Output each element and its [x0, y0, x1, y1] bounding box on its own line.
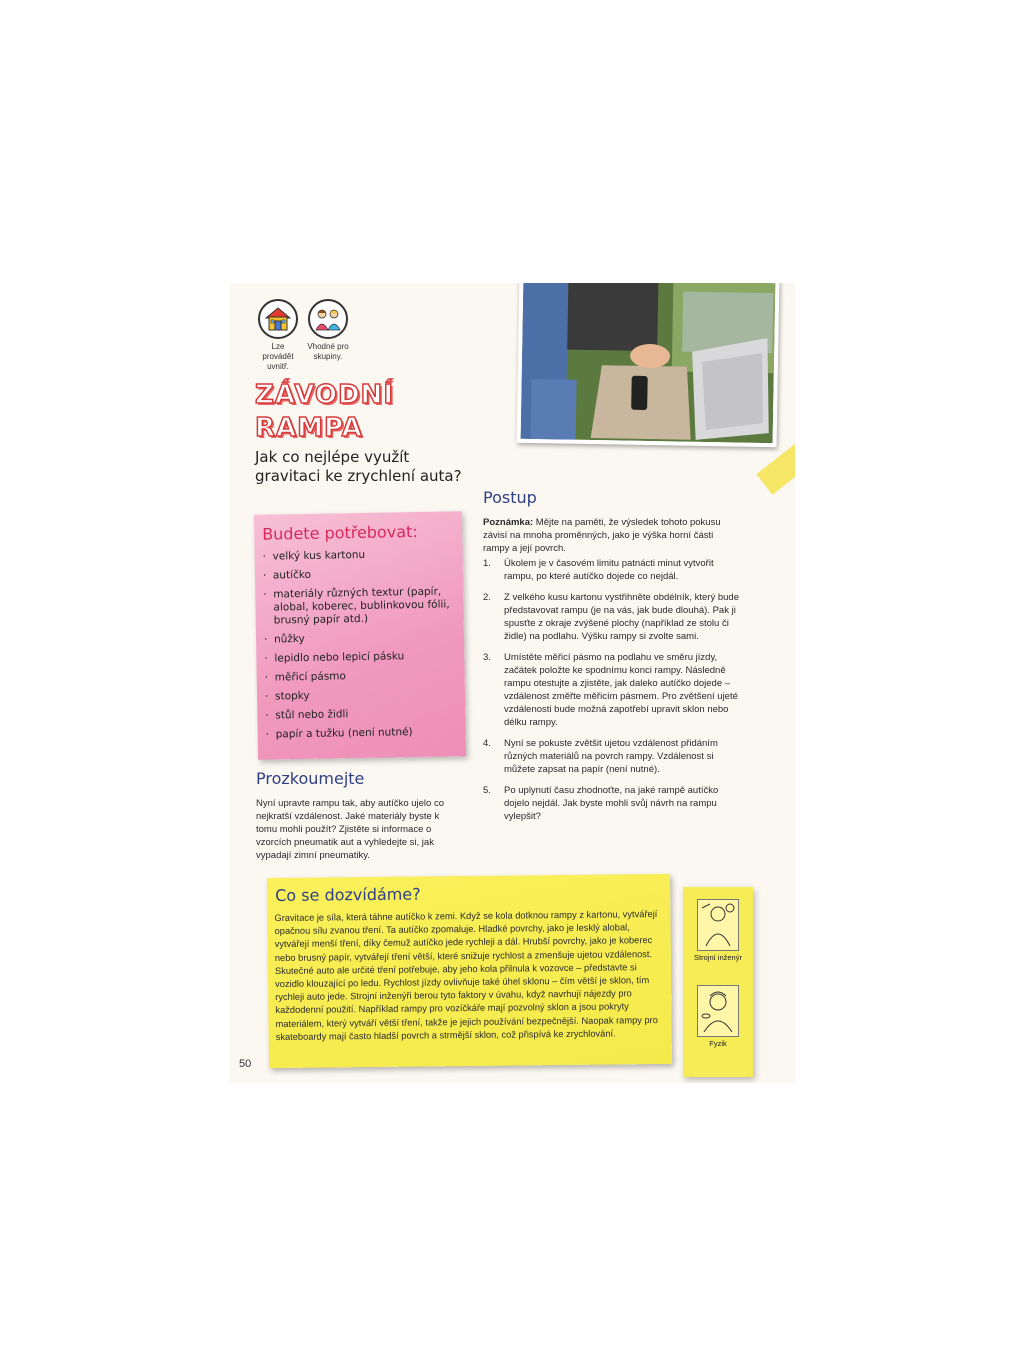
worksheet-page [230, 283, 795, 1083]
step-text: Nyní se pokuste zvětšit ujetou vzdálenost přidáním různých materiálů na povrch rampy. Vzdálenost si můžete zapsat na papír (není nutné). [504, 738, 718, 775]
experiment-photo [517, 283, 780, 447]
learning-text: Gravitace je síla, která táhne autíčko k zemi. Když se kola dotknou rampy z kartonu, vytvářejí opačnou sílu zvanou tření. Ta autíčko zpomaluje. Hladké povrchy, jako je lesklý alobal, vytvářejí menší tření, díky čemuž autíčko jede rychleji a dál. Hrubší povrchy, jako je koberec nebo brusný papír, vytvářejí tření větší, které snižuje rychlost a zmenšuje ujetou vzdálenost. Skutečné auto ale určité tření potřebuje, aby jeho kola přilnula k vozovce – představte si vozidlo klouzající po ledu. Rychlost jízdy ovlivňuje také úhel sklonu – čím větší je sklon, tím rychleji auto jede. Strojní inženýři berou tyto faktory v úvahu, když navrhují nájezdy pro každodenní použití. Například rampy pro vozíčkáře mají pozvolný sklon a jsou pokryty materiálem, který vytváří větší tření, takže je jejich používání bezpečnější. Naopak rampy pro skateboardy mají často hladší povrch a strmější sklon, což přispívá ke zrychlování. [274, 909, 658, 1042]
step-number: 4. [483, 738, 491, 749]
indoor-caption: Lze provádět uvnitř. [262, 342, 294, 371]
note-text: Mějte na paměti, že výsledek tohoto pokusu závisí na mnoha proměnných, jako je výška horní části rampy a její povrch. [483, 517, 721, 554]
step-text: Umístěte měřicí pásmo na podlahu ve směru jízdy, začátek položte ke spodnímu konci rampy. Následně rampu otestujte a zjistěte, jak daleko autíčko dojede – vzdálenost změřte měřicím pásmem. Pro zvětšení ujeté vzdálenosti bude možná zapotřebí upravit sklon nebo délku rampy. [504, 652, 738, 728]
materials-note [254, 511, 466, 760]
step-number: 2. [483, 592, 491, 603]
list-item: · lepidlo nebo lepicí pásku [264, 649, 454, 665]
step-text: Po uplynutí času zhodnoťte, na jaké rampě autíčko dojelo nejdál. Jak byste mohli svůj návrh na rampu vylepšit? [504, 785, 719, 822]
step-number: 1. [483, 558, 491, 569]
list-item: · stopky [265, 687, 455, 703]
engineer-label: Strojní inženýr [694, 953, 742, 962]
note-label: Poznámka: [483, 517, 534, 528]
list-item: · autíčko [263, 566, 453, 582]
step-number: 5. [483, 785, 491, 796]
step-number: 3. [483, 652, 491, 663]
list-item: · velký kus kartonu [263, 547, 453, 563]
group-badge [306, 299, 350, 362]
learning-note [267, 874, 672, 1068]
group-caption: Vhodné pro skupiny. [307, 342, 349, 361]
list-item: · nůžky [264, 630, 454, 646]
careers-sidebar [683, 887, 753, 1077]
list-item: · měřicí pásmo [265, 668, 455, 684]
house-icon [258, 299, 298, 339]
title-line-2: RAMPA [255, 413, 363, 443]
page-number: 50 [239, 1058, 252, 1070]
list-item: · papír a tužku (není nutné) [266, 725, 456, 741]
indoor-badge [256, 299, 300, 372]
explore-text: Nyní upravte rampu tak, aby autíčko ujelo co nejkratší vzdálenost. Jaké materiály byste k tomu mohli použít? Zjistěte si informace o vzorcích pneumatik aut a vyhledejte si, jak vypadají zimní pneumatiky. [256, 798, 444, 861]
step-item [483, 557, 743, 583]
page-title [255, 379, 394, 445]
list-item: · stůl nebo židli [265, 706, 455, 722]
title-line-1: ZÁVODNÍ [255, 380, 394, 410]
step-text: Z velkého kusu kartonu vystřihněte obdélník, který bude představovat rampu (je na vás, jak bude dlouhá). Pak ji spusťte z okraje zvýšené plochy (například ze stolu či židle) na podlahu. Výšku rampy si zvolte sami. [504, 592, 739, 642]
subtitle: Jak co nejlépe využít gravitaci ke zrychlení auta? [255, 448, 462, 485]
group-icon [308, 299, 348, 339]
step-text: Úkolem je v časovém limitu patnácti minut vytvořit rampu, po které autíčko dojede co nejdál. [504, 558, 714, 582]
materials-heading: Budete potřebovat: [262, 521, 418, 544]
physicist-icon [697, 985, 739, 1037]
step-item [483, 737, 743, 776]
explore-heading: Prozkoumejte [256, 769, 365, 788]
procedure-note [483, 516, 738, 555]
step-item [483, 591, 743, 643]
procedure-heading: Postup [483, 488, 537, 507]
engineer-icon [697, 899, 739, 951]
procedure-steps [483, 557, 743, 831]
learning-heading: Co se dozvídáme? [275, 884, 421, 906]
physicist-label: Fyzik [709, 1039, 727, 1048]
list-item: · materiály různých textur (papír, alobal, koberec, bublinkovou fólii, brusný papír atd.) [263, 585, 454, 627]
materials-list [255, 547, 466, 748]
step-item [483, 651, 743, 729]
step-item [483, 784, 743, 823]
